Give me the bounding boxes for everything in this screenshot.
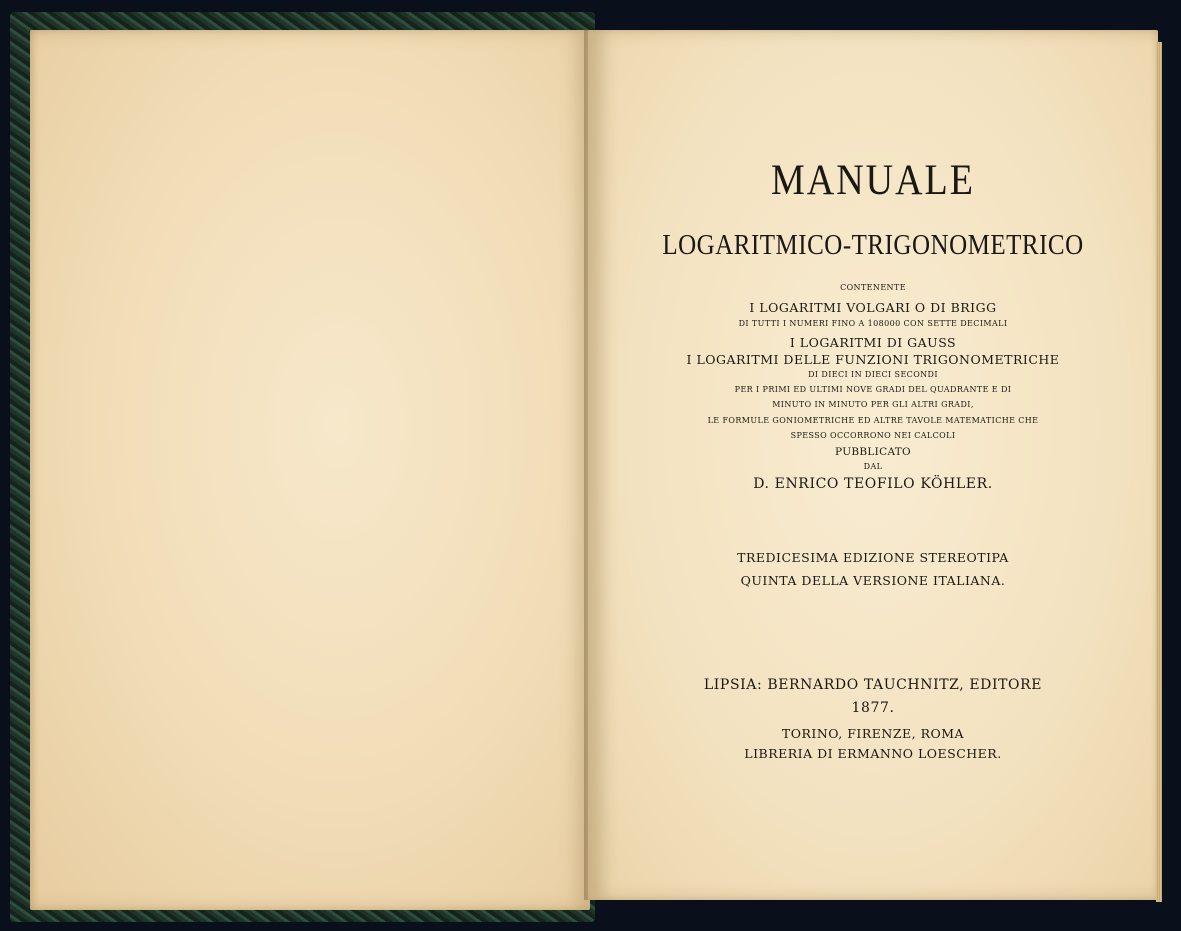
left-page-blank (30, 30, 590, 910)
contents-line: DAL (863, 462, 883, 471)
contents-line: I LOGARITMI VOLGARI O DI BRIGG (749, 300, 997, 315)
imprint-publisher: LIPSIA: BERNARDO TAUCHNITZ, EDITORE (703, 677, 1043, 693)
contents-line: MINUTO IN MINUTO PER GLI ALTRI GRADI, (772, 400, 974, 409)
contents-line: I LOGARITMI DELLE FUNZIONI TRIGONOMETRICHE (686, 352, 1060, 367)
imprint-bookseller: LIBRERIA DI ERMANNO LOESCHER. (744, 746, 1002, 761)
imprint-year: 1877. (851, 700, 895, 716)
edition-line: TREDICESIMA EDIZIONE STEREOTIPA (737, 550, 1009, 565)
contents-line: DI DIECI IN DIECI SECONDI (808, 370, 938, 379)
page-edges (1156, 42, 1162, 902)
title-page (588, 30, 1158, 900)
contents-line: DI TUTTI I NUMERI FINO A 108000 CON SETTE DECIMALI (738, 319, 1008, 328)
imprint-cities: TORINO, FIRENZE, ROMA (781, 726, 965, 741)
contents-line: LE FORMULE GONIOMETRICHE ED ALTRE TAVOLE MATEMATICHE CHE (707, 416, 1039, 425)
contents-line: CONTENENTE (840, 283, 906, 292)
show-through-subtitle (30, 235, 590, 260)
contents-line: SPESSO OCCORRONO NEI CALCOLI (790, 431, 956, 440)
book-title: MANUALE (771, 155, 975, 205)
show-through-title (30, 158, 590, 199)
contents-line: D. ENRICO TEOFILO KÖHLER. (753, 476, 993, 492)
contents-line: I LOGARITMI DI GAUSS (789, 335, 957, 350)
contents-line: PUBBLICATO (835, 446, 911, 458)
edition-line: QUINTA DELLA VERSIONE ITALIANA. (740, 573, 1006, 588)
book-subtitle: LOGARITMICO-TRIGONOMETRICO (662, 229, 1084, 261)
contents-line: PER I PRIMI ED ULTIMI NOVE GRADI DEL QUADRANTE E DI (734, 385, 1012, 394)
open-book (10, 12, 1170, 924)
